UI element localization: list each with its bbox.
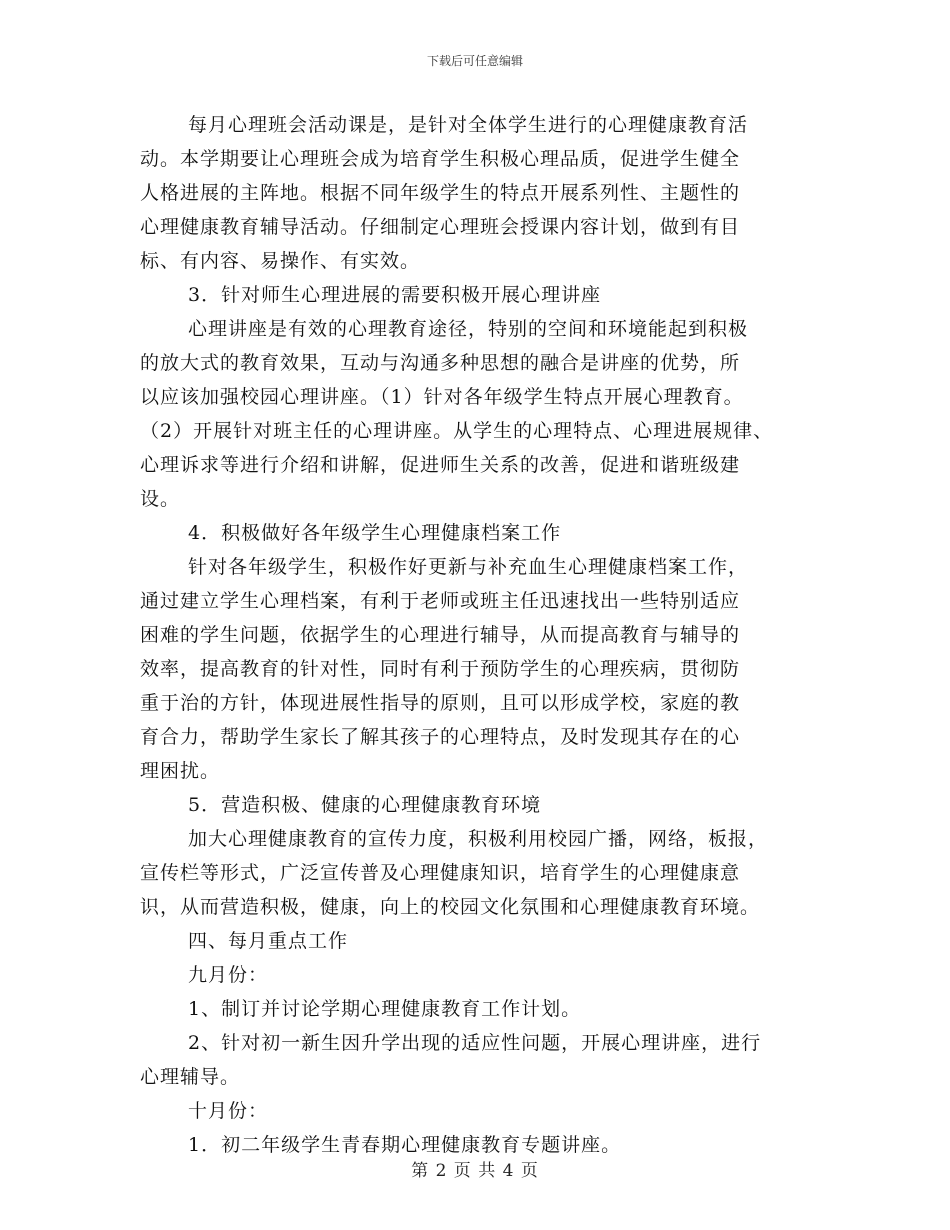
page-header: 下载后可任意编辑 [426, 54, 523, 68]
page-footer: 第 2 页 共 4 页 [411, 1161, 539, 1181]
text-line: 的放大式的教育效果，互动与沟通多种思想的融合是讲座的优势，所 [140, 352, 741, 374]
text-line: 人格进展的主阵地。根据不同年级学生的特点开展系列性、主题性的 [140, 182, 741, 204]
text-line: 心理诉求等进行介绍和讲解，促进师生关系的改善，促进和谐班级建 [140, 454, 741, 476]
text-line: 心理辅导。 [140, 1066, 241, 1088]
text-line: 效率，提高教育的针对性，同时有利于预防学生的心理疾病，贯彻防 [140, 658, 741, 680]
text-line: 宣传栏等形式，广泛宣传普及心理健康知识，培育学生的心理健康意 [140, 862, 741, 884]
text-line: 通过建立学生心理档案，有利于老师或班主任迅速找出一些特别适应 [140, 590, 741, 612]
text-line: 设。 [140, 488, 181, 510]
text-line: 育合力，帮助学生家长了解其孩子的心理特点，及时发现其存在的心 [140, 726, 741, 748]
list-item: 1、制订并讨论学期心理健康教育工作计划。 [188, 998, 582, 1020]
text-line: 识，从而营造积极，健康，向上的校园文化氛围和心理健康教育环境。 [140, 896, 761, 918]
text-line: 标、有内容、易操作、有实效。 [140, 250, 421, 272]
document-body [140, 108, 830, 1162]
text-line: 每月心理班会活动课是，是针对全体学生进行的心理健康教育活 [188, 114, 749, 136]
section-heading: 四、每月重点工作 [188, 930, 349, 952]
text-line: 困难的学生问题，依据学生的心理进行辅导，从而提高教育与辅导的 [140, 624, 741, 646]
text-line: 针对各年级学生，积极作好更新与补充血生心理健康档案工作， [188, 556, 749, 578]
list-item: 2、针对初一新生因升学出现的适应性问题，开展心理讲座，进行 [188, 1032, 762, 1054]
month-heading: 九月份： [188, 964, 269, 986]
text-line: 重于治的方针，体现进展性指导的原则，且可以形成学校，家庭的教 [140, 692, 741, 714]
text-line: 理困扰。 [140, 760, 221, 782]
text-line: 心理健康教育辅导活动。仔细制定心理班会授课内容计划，做到有目 [140, 216, 741, 238]
list-item: 1．初二年级学生青春期心理健康教育专题讲座。 [188, 1134, 622, 1156]
section-heading: 3．针对师生心理进展的需要积极开展心理讲座 [188, 284, 602, 306]
text-line: 心理讲座是有效的心理教育途径，特别的空间和环境能起到积极 [188, 318, 749, 340]
section-heading: 5．营造积极、健康的心理健康教育环境 [188, 794, 542, 816]
text-line: 加大心理健康教育的宣传力度，积极利用校园广播，网络，板报， [188, 828, 769, 850]
section-heading: 4．积极做好各年级学生心理健康档案工作 [188, 522, 562, 544]
text-line: 动。本学期要让心理班会成为培育学生积极心理品质，促进学生健全 [140, 148, 741, 170]
month-heading: 十月份： [188, 1100, 269, 1122]
text-line: 以应该加强校园心理讲座。（1）针对各年级学生特点开展心理教育。 [140, 386, 744, 408]
text-line: （2）开展针对班主任的心理讲座。从学生的心理特点、心理进展规律、 [140, 420, 774, 442]
